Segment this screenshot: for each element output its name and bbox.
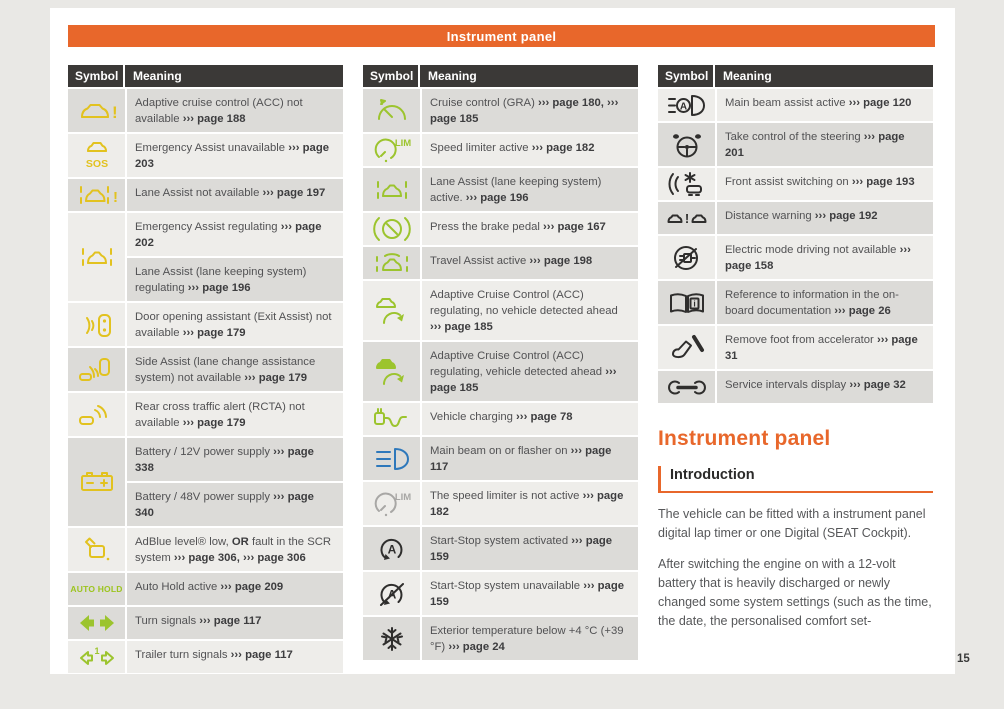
acc-vehicle-detected-icon xyxy=(370,357,414,387)
meaning-cell: Electric mode driving not available ››› page 158 xyxy=(717,236,933,279)
meaning-cell: Main beam on or flasher on ››› page 117 xyxy=(422,437,638,480)
table-row xyxy=(363,168,638,211)
table-row xyxy=(363,342,638,401)
table-row xyxy=(363,527,638,570)
table-row xyxy=(658,281,933,324)
meaning-column-header: Meaning xyxy=(428,69,477,83)
meaning-cell: Adaptive Cruise Control (ACC) regulating, no vehicle detected ahead ››› page 185 xyxy=(422,281,638,340)
turn-signals-icon xyxy=(75,608,119,638)
table-row xyxy=(363,213,638,245)
meaning-cell: AdBlue level® low, OR fault in the SCR system ››› page 306, ››› page 306 xyxy=(127,528,343,571)
meaning-cell: Emergency Assist regulating ››› page 202 xyxy=(127,213,343,256)
table-row xyxy=(68,438,343,526)
lane-assist-active-icon xyxy=(370,175,414,205)
snowflake-icon xyxy=(370,624,414,654)
start-stop-unavailable-icon xyxy=(370,579,414,609)
symbol-column-header: Symbol xyxy=(658,65,715,87)
acc-regulating-icon xyxy=(370,296,414,326)
symbol-column-header: Symbol xyxy=(68,65,125,87)
service-intervals-icon xyxy=(665,372,709,402)
auto-hold-label: AUTO HOLD xyxy=(70,584,123,594)
front-assist-icon xyxy=(665,169,709,199)
meaning-cell: The speed limiter is not active ››› page 182 xyxy=(422,482,638,525)
adblue-icon xyxy=(75,535,119,565)
meaning-cell: Battery / 12V power supply ››› page 338 xyxy=(127,438,343,481)
travel-assist-icon xyxy=(370,248,414,278)
electric-mode-unavailable-icon xyxy=(665,243,709,273)
table-row xyxy=(363,89,638,132)
meaning-cell: Exterior temperature below +4 °C (+39 °F) ››› page 24 xyxy=(422,617,638,660)
meaning-cell: Reference to information in the on-board documentation ››› page 26 xyxy=(717,281,933,324)
table-row xyxy=(658,202,933,234)
cruise-control-icon xyxy=(370,96,414,126)
meaning-cell: Rear cross traffic alert (RCTA) not available ››› page 179 xyxy=(127,393,343,436)
manual-page xyxy=(50,8,955,674)
meaning-cell: Door opening assistant (Exit Assist) not available ››› page 179 xyxy=(127,303,343,346)
symbol-column-header: Symbol xyxy=(363,65,420,87)
table-row xyxy=(68,303,343,346)
table-row xyxy=(363,247,638,279)
meaning-cell: Take control of the steering ››› page 201 xyxy=(717,123,933,166)
table-header xyxy=(363,65,638,87)
paragraph: After switching the engine on with a 12-volt battery that is heavily discharged or newly changed some system settings (such as the time, the date, the personalised comfort set- xyxy=(658,557,932,628)
table-row xyxy=(363,617,638,660)
meaning-cell: Start-Stop system unavailable ››› page 159 xyxy=(422,572,638,615)
section-subtitle: Introduction xyxy=(658,466,933,493)
table-row xyxy=(68,573,343,605)
accelerator-foot-icon xyxy=(665,333,709,363)
table-row xyxy=(68,179,343,211)
table-row xyxy=(68,134,343,177)
table-row xyxy=(363,437,638,480)
meaning-column-header: Meaning xyxy=(133,69,182,83)
speed-limiter-active-icon xyxy=(370,135,414,165)
meaning-cell: Side Assist (lane change assistance system) not available ››› page 179 xyxy=(127,348,343,391)
brake-pedal-icon xyxy=(370,214,414,244)
meaning-cell: Turn signals ››› page 117 xyxy=(127,607,343,639)
table-row xyxy=(658,168,933,200)
onboard-documentation-icon xyxy=(665,288,709,318)
meaning-cell: Distance warning ››› page 192 xyxy=(717,202,933,234)
symbol-table-1 xyxy=(68,65,343,675)
meaning-cell: Start-Stop system activated ››› page 159 xyxy=(422,527,638,570)
meaning-cell: Speed limiter active ››› page 182 xyxy=(422,134,638,166)
main-beam-assist-icon xyxy=(665,90,709,120)
table-row xyxy=(68,348,343,391)
symbol-table-2 xyxy=(363,65,638,662)
table-row xyxy=(363,572,638,615)
emergency-assist-sos-icon xyxy=(75,141,119,171)
table-row xyxy=(68,641,343,673)
meaning-cell: Adaptive cruise control (ACC) not available ››› page 188 xyxy=(127,89,343,132)
acc-warning-icon xyxy=(75,96,119,126)
meaning-cell: Lane Assist (lane keeping system) regulating ››› page 196 xyxy=(127,258,343,301)
meaning-cell: Lane Assist not available ››› page 197 xyxy=(127,179,343,211)
meaning-cell: Lane Assist (lane keeping system) active. ››› page 196 xyxy=(422,168,638,211)
table-row xyxy=(658,326,933,369)
page-header-bar xyxy=(68,25,935,47)
lane-assist-icon xyxy=(75,242,119,272)
table-row xyxy=(658,236,933,279)
trailer-turn-signals-icon xyxy=(75,642,119,672)
meaning-cell: Remove foot from accelerator ››› page 31 xyxy=(717,326,933,369)
main-beam-icon xyxy=(370,444,414,474)
symbol-table-3 xyxy=(658,65,933,631)
lane-assist-warning-icon xyxy=(75,180,119,210)
table-header xyxy=(68,65,343,87)
meaning-cell: Press the brake pedal ››› page 167 xyxy=(422,213,638,245)
table-row xyxy=(68,89,343,132)
table-row xyxy=(658,371,933,403)
steering-takeover-icon xyxy=(665,130,709,160)
table-row xyxy=(658,123,933,166)
paragraph: The vehicle can be fitted with a instrument panel digital lap timer or one Digital (SEAT Cockpit). xyxy=(658,507,926,540)
table-row xyxy=(658,89,933,121)
page-number: 15 xyxy=(957,653,970,665)
table-row xyxy=(363,281,638,340)
distance-warning-icon xyxy=(665,203,709,233)
table-row xyxy=(68,393,343,436)
meaning-column-header: Meaning xyxy=(723,69,772,83)
meaning-cell: Battery / 48V power supply ››› page 340 xyxy=(127,483,343,526)
page-header-title: Instrument panel xyxy=(446,28,557,44)
exit-assist-icon xyxy=(75,310,119,340)
meaning-cell: Main beam assist active ››› page 120 xyxy=(717,89,933,121)
battery-icon xyxy=(75,467,119,497)
table-header xyxy=(658,65,933,87)
meaning-cell: Auto Hold active ››› page 209 xyxy=(127,573,343,605)
meaning-cell: Front assist switching on ››› page 193 xyxy=(717,168,933,200)
start-stop-active-icon xyxy=(370,534,414,564)
speed-limiter-inactive-icon xyxy=(370,489,414,519)
table-row xyxy=(68,528,343,571)
meaning-cell: Emergency Assist unavailable ››› page 203 xyxy=(127,134,343,177)
rear-cross-traffic-alert-icon xyxy=(75,400,119,430)
table-row xyxy=(68,213,343,301)
meaning-cell: Travel Assist active ››› page 198 xyxy=(422,247,638,279)
table-row xyxy=(363,482,638,525)
side-assist-icon xyxy=(75,355,119,385)
meaning-cell: Vehicle charging ››› page 78 xyxy=(422,403,638,435)
meaning-cell: Cruise control (GRA) ››› page 180, ››› page 185 xyxy=(422,89,638,132)
table-row xyxy=(363,134,638,166)
meaning-cell: Adaptive Cruise Control (ACC) regulating, vehicle detected ahead ››› page 185 xyxy=(422,342,638,401)
meaning-cell: Service intervals display ››› page 32 xyxy=(717,371,933,403)
meaning-cell: Trailer turn signals ››› page 117 xyxy=(127,641,343,673)
section-instrument-panel xyxy=(658,427,933,631)
table-row xyxy=(68,607,343,639)
table-row xyxy=(363,403,638,435)
section-title: Instrument panel xyxy=(658,427,831,450)
vehicle-charging-icon xyxy=(370,404,414,434)
